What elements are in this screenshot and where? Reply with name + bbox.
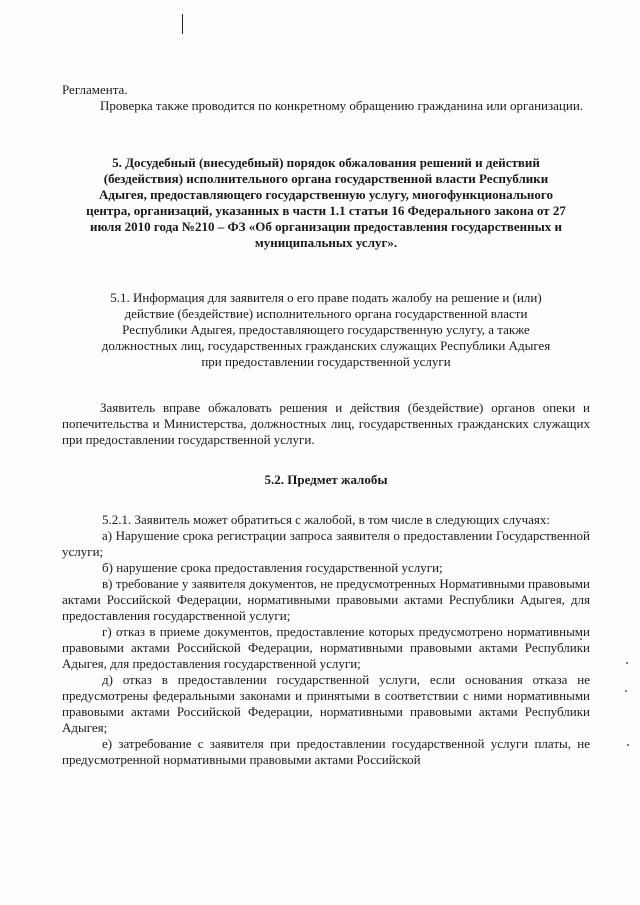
continuation-text: Регламента. <box>62 82 128 97</box>
list-item: а) Нарушение срока регистрации запроса заявителя о предоставлении Государственной услуги; <box>62 528 590 559</box>
section5-heading <box>60 155 592 251</box>
appeal-block <box>62 400 590 448</box>
info-line: должностных лиц, государственных гражданских служащих Республики Адыгея <box>101 338 551 353</box>
appeal-paragraph: Заявитель вправе обжаловать решения и действия (бездействие) органов опеки и попечительства и Министерства, должностных лиц, государственных гражданских служащих при предоставлении государственной услуги. <box>62 400 590 447</box>
list-item: д) отказ в предоставлении государственной услуги, если основания отказа не предусмотрены федеральными законами и принятыми в соответствии с ними нормативными правовыми актами Российской Федерации, нормативными правовыми актами Республики Адыгея; <box>62 672 590 735</box>
heading-line: (бездействия) исполнительного органа государственной власти Республики <box>103 171 549 186</box>
info-block-5-1 <box>62 290 590 370</box>
heading-line: 5. Досудебный (внесудебный) порядок обжалования решений и действий <box>112 155 540 170</box>
list-item: б) нарушение срока предоставления государственной услуги; <box>102 560 443 575</box>
list-item: в) требование у заявителя документов, не предусмотренных Нормативными правовыми актами Российской Федерации, нормативными правовыми актами Республики Адыгея, для предоставления государственной услуги; <box>62 576 590 623</box>
info-line: 5.1. Информация для заявителя о его праве подать жалобу на решение и (или) <box>110 290 542 305</box>
info-line: действие (бездействие) исполнительного органа государственной власти <box>124 306 528 321</box>
section52-heading: 5.2. Предмет жалобы <box>264 472 388 487</box>
list-item: е) затребование с заявителя при предоставлении государственной услуги платы, не предусмотренной нормативными правовыми актами Российской <box>62 736 590 767</box>
scan-speck <box>627 744 629 746</box>
list-item: г) отказ в приеме документов, предоставление которых предусмотрено нормативными правовыми актами Российской Федерации, нормативными правовыми актами Республики Адыгея, для предоставления государственной услуги; <box>62 624 590 671</box>
heading-line: июля 2010 года №210 – ФЗ «Об организации предоставления государственных и <box>89 219 563 234</box>
info-line: Республики Адыгея, предоставляющего государственную услугу, а также <box>122 322 530 337</box>
scan-mark <box>182 14 183 34</box>
scan-speck <box>626 662 628 664</box>
heading-line: центра, организаций, указанных в части 1.1 статьи 16 Федерального закона от 27 <box>86 203 566 218</box>
scan-speck <box>625 690 627 692</box>
info-line: при предоставлении государственной услуги <box>201 354 451 369</box>
top-continuation-block <box>62 82 590 114</box>
heading-line: муниципальных услуг». <box>254 235 398 250</box>
complaint-cases-list <box>62 512 590 768</box>
check-paragraph: Проверка также проводится по конкретному обращению гражданина или организации. <box>100 98 584 113</box>
intro-5-2-1: 5.2.1. Заявитель может обратиться с жалобой, в том числе в следующих случаях: <box>102 512 550 527</box>
heading-line: Адыгея, предоставляющего государственную услугу, многофункционального <box>99 187 553 202</box>
